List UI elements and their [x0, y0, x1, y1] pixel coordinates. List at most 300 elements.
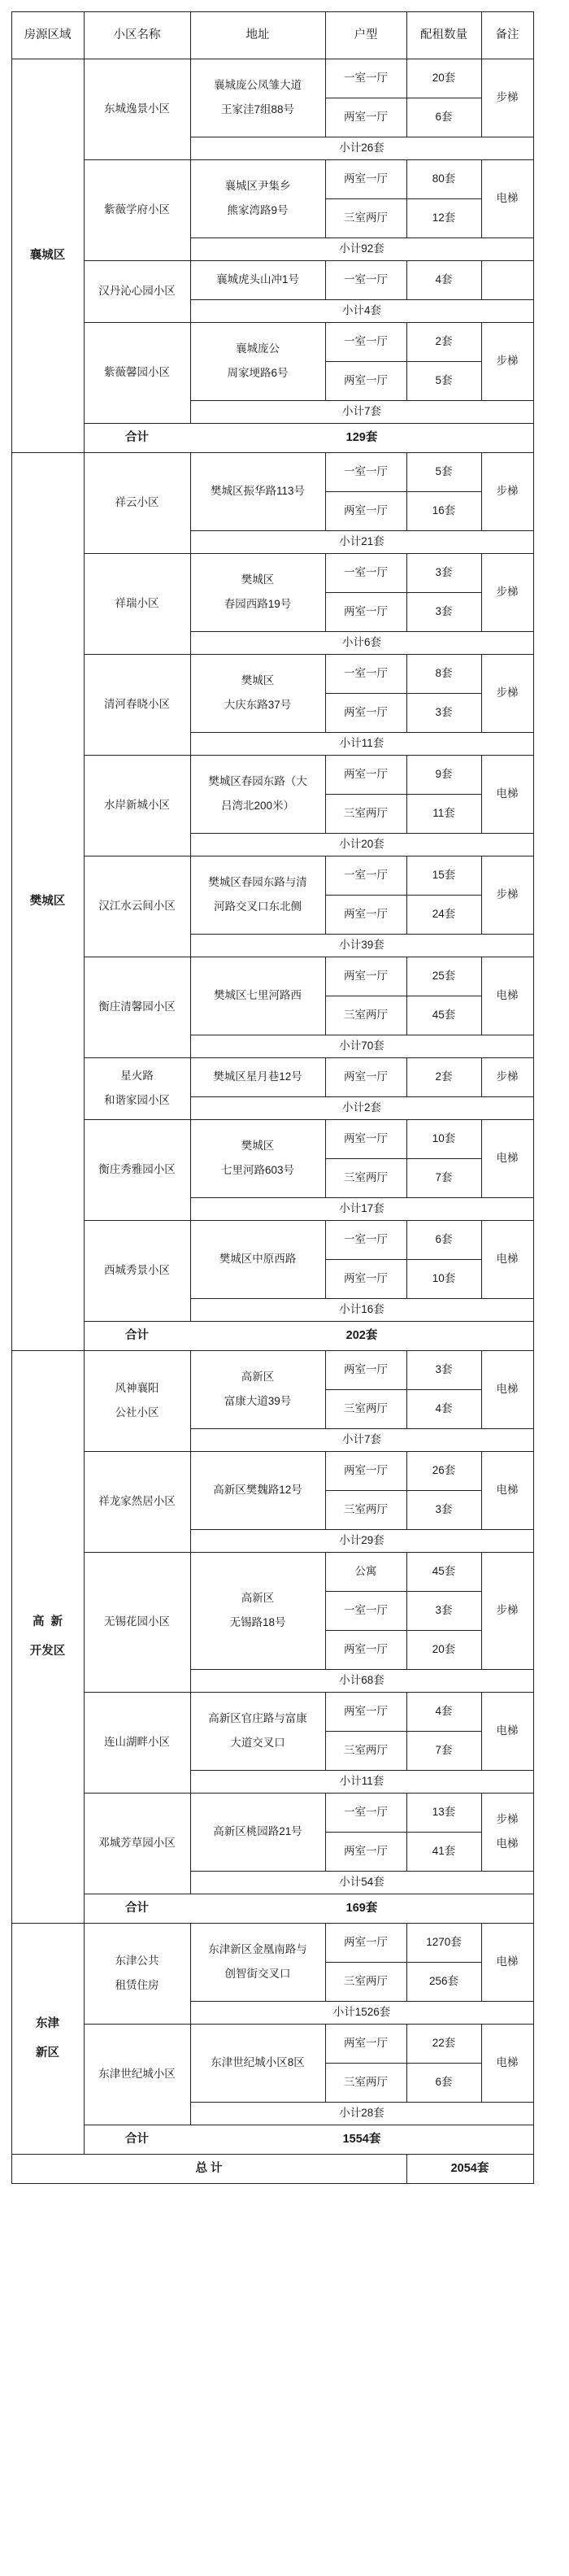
grid-line: [406, 322, 407, 401]
address: 大庆东路37号: [224, 699, 292, 711]
grid-line: [84, 11, 85, 59]
grid-line: [406, 59, 407, 137]
unit-layout: 三室两厅: [344, 1975, 388, 1987]
unit-quantity: 22套: [432, 2037, 456, 2049]
community-name: 星火路: [120, 1070, 154, 1082]
community-name: 汉江水云间小区: [98, 900, 176, 912]
subtotal: 小计29套: [339, 1534, 384, 1546]
grid-line: [84, 1692, 534, 1693]
address: 熊家湾路9号: [227, 204, 289, 216]
region-name: 襄城区: [29, 249, 66, 262]
unit-layout: 两室一厅: [344, 111, 388, 123]
grid-line: [325, 260, 326, 300]
grid-line: [84, 553, 534, 554]
grid-line: [533, 11, 534, 2184]
grid-line: [84, 1119, 534, 1120]
grid-line: [190, 452, 191, 1322]
note: 电梯: [496, 1955, 519, 1968]
grid-line: [325, 452, 326, 531]
address: 樊城区: [241, 1140, 275, 1152]
region-total-label: 合计: [125, 431, 149, 444]
note: 电梯: [496, 787, 519, 800]
community-name: 租赁住房: [115, 1979, 159, 1991]
unit-quantity: 256套: [428, 1975, 459, 1987]
grid-line: [190, 631, 534, 632]
address: 樊城区春园东路与清: [208, 876, 307, 888]
unit-layout: 一室一厅: [344, 1604, 388, 1616]
grid-line: [325, 1832, 482, 1833]
community-name: 东津公共: [115, 1955, 159, 1967]
grid-line: [406, 1057, 407, 1097]
unit-layout: 两室一厅: [344, 504, 388, 517]
region-name: 高 新: [32, 1615, 63, 1628]
grid-line: [84, 159, 534, 160]
grid-line: [325, 2024, 326, 2103]
note: 步梯: [496, 1604, 519, 1616]
unit-quantity: 1270套: [426, 1936, 462, 1948]
unit-quantity: 45套: [432, 1565, 456, 1577]
grid-line: [406, 1923, 407, 2002]
grid-line: [481, 755, 482, 834]
subtotal: 小计17套: [339, 1202, 384, 1214]
unit-quantity: 4套: [435, 273, 453, 285]
unit-quantity: 6套: [435, 1233, 453, 1245]
subtotal: 小计6套: [341, 636, 382, 648]
note: 步梯: [496, 1070, 519, 1083]
grid-line: [325, 1389, 482, 1390]
unit-layout: 两室一厅: [344, 1272, 388, 1284]
unit-quantity: 10套: [432, 1132, 456, 1144]
grid-line: [84, 1220, 534, 1221]
unit-layout: 一室一厅: [344, 72, 388, 84]
grid-line: [481, 2024, 482, 2103]
community-name: 祥瑞小区: [115, 597, 159, 609]
grid-line: [325, 1692, 326, 1771]
unit-quantity: 15套: [432, 869, 456, 881]
note: 电梯: [496, 1152, 519, 1164]
address: 樊城区: [241, 573, 275, 586]
grid-line: [84, 1793, 534, 1794]
unit-quantity: 3套: [435, 1604, 453, 1616]
grid-line: [406, 957, 407, 1035]
unit-layout: 两室一厅: [344, 374, 388, 386]
grid-line: [190, 1529, 534, 1530]
grand-total-label: 总 计: [195, 2162, 223, 2175]
unit-quantity: 3套: [435, 706, 453, 718]
grid-line: [406, 1350, 407, 1429]
grid-line: [11, 2183, 534, 2184]
note: 步梯: [496, 1813, 519, 1825]
address: 高新区: [241, 1371, 275, 1383]
unit-quantity: 25套: [432, 970, 456, 982]
grid-line: [481, 1057, 482, 1097]
grid-line: [481, 1451, 482, 1530]
unit-layout: 两室一厅: [344, 970, 388, 982]
note: 电梯: [496, 1253, 519, 1265]
grid-line: [325, 1630, 482, 1631]
grid-line: [481, 1119, 482, 1198]
community-name: 汉丹沁心园小区: [98, 285, 176, 297]
grid-line: [325, 11, 326, 59]
grid-line: [190, 2001, 534, 2002]
unit-quantity: 2套: [435, 335, 453, 347]
subtotal: 小计54套: [339, 1876, 384, 1888]
unit-quantity: 8套: [435, 667, 453, 679]
address: 高新区: [241, 1592, 275, 1604]
header-community: 小区名称: [113, 28, 161, 41]
grid-line: [481, 1793, 482, 1872]
grid-line: [325, 1057, 326, 1097]
grid-line: [406, 654, 407, 733]
unit-quantity: 9套: [435, 768, 453, 780]
subtotal: 小计16套: [339, 1303, 384, 1315]
unit-quantity: 3套: [435, 605, 453, 617]
address: 东津新区金凰南路与: [208, 1943, 307, 1955]
grid-line: [406, 856, 407, 935]
address: 无锡路18号: [229, 1616, 286, 1628]
grid-line: [406, 1692, 407, 1771]
grid-line: [481, 1350, 482, 1429]
community-name: 衡庄清馨园小区: [98, 1000, 176, 1013]
grand-total-value: 2054套: [450, 2162, 489, 2175]
unit-quantity: 13套: [432, 1806, 456, 1818]
grid-line: [325, 1591, 482, 1592]
community-name: 衡庄秀雅园小区: [98, 1163, 176, 1175]
grid-line: [325, 1793, 326, 1872]
subtotal: 小计70套: [339, 1040, 384, 1052]
grid-line: [406, 755, 407, 834]
note: 电梯: [496, 192, 519, 204]
grid-line: [325, 1923, 326, 2002]
unit-quantity: 7套: [435, 1744, 453, 1756]
grid-line: [190, 1096, 534, 1097]
grid-line: [481, 654, 482, 733]
grid-line: [325, 1350, 326, 1429]
unit-layout: 两室一厅: [344, 172, 388, 185]
unit-quantity: 20套: [432, 72, 456, 84]
grid-line: [84, 1923, 85, 2155]
address: 吕湾北200米）: [220, 800, 295, 812]
header-note: 备注: [495, 28, 519, 41]
unit-layout: 三室两厅: [344, 1171, 388, 1183]
community-name: 和谐家园小区: [104, 1094, 170, 1106]
grid-line: [481, 553, 482, 632]
address: 樊城区中原西路: [219, 1253, 297, 1265]
grid-line: [190, 11, 191, 59]
community-name: 东城逸景小区: [104, 102, 170, 115]
grid-line: [84, 452, 85, 1351]
grid-line: [190, 1197, 534, 1198]
grid-line: [325, 159, 326, 238]
grid-line: [190, 1871, 534, 1872]
grid-line: [406, 11, 407, 59]
grid-line: [11, 2154, 534, 2155]
unit-quantity: 3套: [435, 566, 453, 578]
grid-line: [325, 592, 482, 593]
subtotal: 小计4套: [341, 304, 382, 316]
subtotal: 小计1526套: [332, 2006, 391, 2018]
note: 步梯: [496, 355, 519, 367]
grid-line: [325, 59, 326, 137]
address: 襄城区尹集乡: [224, 180, 291, 192]
unit-layout: 三室两厅: [344, 211, 388, 224]
unit-quantity: 12套: [432, 211, 456, 224]
grid-line: [190, 2102, 534, 2103]
unit-layout: 一室一厅: [344, 667, 388, 679]
grid-line: [325, 654, 326, 733]
grid-line: [325, 856, 326, 935]
grid-line: [325, 1731, 482, 1732]
subtotal: 小计68套: [339, 1674, 384, 1686]
note: 电梯: [496, 989, 519, 1001]
grid-line: [190, 299, 534, 300]
unit-layout: 两室一厅: [344, 768, 388, 780]
unit-layout: 一室一厅: [344, 1806, 388, 1818]
grid-line: [325, 322, 326, 401]
note: 电梯: [496, 1484, 519, 1496]
address: 周家埂路6号: [227, 367, 289, 379]
address: 樊城区: [241, 674, 275, 686]
grid-line: [481, 957, 482, 1035]
address: 襄城庞公凤雏大道: [214, 79, 302, 91]
unit-quantity: 26套: [432, 1464, 456, 1476]
subtotal: 小计2套: [341, 1101, 382, 1114]
grid-line: [406, 2024, 407, 2103]
grid-line: [84, 1451, 534, 1452]
note: 电梯: [496, 1837, 519, 1850]
region-total: 169套: [345, 1902, 378, 1915]
grid-line: [84, 59, 85, 453]
unit-layout: 两室一厅: [344, 1643, 388, 1655]
unit-layout: 两室一厅: [344, 1363, 388, 1375]
region-total-label: 合计: [125, 1902, 149, 1915]
grid-line: [11, 1923, 534, 1924]
grid-line: [190, 400, 534, 401]
grid-line: [84, 1057, 534, 1058]
region-name: 开发区: [29, 1645, 66, 1658]
grid-line: [325, 2063, 482, 2064]
grid-line: [481, 856, 482, 935]
grid-line: [84, 1350, 85, 1924]
grid-line: [325, 693, 482, 694]
grid-line: [325, 755, 326, 834]
unit-layout: 两室一厅: [344, 1132, 388, 1144]
grid-line: [11, 11, 534, 12]
grid-line: [84, 755, 534, 756]
note: 步梯: [496, 91, 519, 103]
grid-line: [481, 322, 482, 401]
grid-line: [406, 1552, 407, 1670]
community-name: 风神襄阳: [115, 1382, 159, 1394]
grid-line: [84, 1552, 534, 1553]
subtotal: 小计20套: [339, 838, 384, 850]
address: 王家洼7组88号: [220, 103, 295, 116]
unit-layout: 两室一厅: [344, 1070, 388, 1083]
unit-quantity: 41套: [432, 1845, 456, 1857]
community-name: 公社小区: [115, 1406, 159, 1419]
grid-line: [406, 159, 407, 238]
grid-line: [11, 452, 534, 453]
grid-line: [190, 530, 534, 531]
grid-line: [325, 1490, 482, 1491]
address: 樊城区七里河路西: [214, 989, 302, 1001]
address: 大道交叉口: [230, 1737, 285, 1749]
header-layout: 户型: [354, 28, 378, 41]
community-name: 连山湖畔小区: [104, 1736, 170, 1748]
grid-line: [325, 1962, 482, 1963]
community-name: 无锡花园小区: [104, 1615, 170, 1628]
unit-quantity: 16套: [432, 504, 456, 517]
unit-layout: 一室一厅: [344, 273, 388, 285]
address: 襄城庞公: [236, 342, 280, 355]
community-name: 水岸新城小区: [104, 799, 170, 811]
subtotal: 小计92套: [339, 242, 384, 255]
grid-line: [406, 2154, 407, 2184]
grid-line: [481, 11, 482, 59]
grid-line: [325, 1158, 482, 1159]
unit-quantity: 3套: [435, 1363, 453, 1375]
unit-layout: 两室一厅: [344, 1464, 388, 1476]
unit-quantity: 5套: [435, 465, 453, 477]
grid-line: [190, 732, 534, 733]
grid-line: [406, 1793, 407, 1872]
grid-line: [406, 260, 407, 300]
grid-line: [406, 452, 407, 531]
unit-quantity: 5套: [435, 374, 453, 386]
subtotal: 小计39套: [339, 939, 384, 951]
address: 富康大道39号: [224, 1395, 292, 1407]
grid-line: [481, 452, 482, 531]
address: 高新区官庄路与富康: [208, 1712, 307, 1724]
grid-line: [11, 1350, 534, 1351]
grid-line: [481, 1552, 482, 1670]
note: 电梯: [496, 2056, 519, 2068]
unit-quantity: 4套: [435, 1402, 453, 1414]
unit-quantity: 80套: [432, 172, 456, 185]
grid-line: [84, 322, 534, 323]
unit-quantity: 11套: [432, 807, 455, 819]
grid-line: [325, 1119, 326, 1198]
grid-line: [406, 1220, 407, 1299]
address: 春园西路19号: [224, 598, 292, 610]
grid-line: [325, 895, 482, 896]
unit-layout: 两室一厅: [344, 1936, 388, 1948]
unit-layout: 三室两厅: [344, 2076, 388, 2088]
address: 襄城虎头山冲1号: [215, 273, 300, 285]
community-name: 祥云小区: [115, 496, 159, 508]
region-name: 东津: [36, 2017, 59, 2030]
grid-line: [325, 1552, 326, 1670]
region-total: 129套: [345, 431, 378, 444]
unit-layout: 两室一厅: [344, 1845, 388, 1857]
grid-line: [325, 1220, 326, 1299]
subtotal: 小计7套: [341, 405, 382, 417]
grid-line: [481, 260, 482, 300]
note: 步梯: [496, 888, 519, 900]
unit-quantity: 7套: [435, 1171, 453, 1183]
header-quantity: 配租数量: [420, 28, 467, 41]
region-name: 樊城区: [29, 895, 66, 908]
community-name: 东津世纪城小区: [98, 2068, 176, 2080]
unit-layout: 三室两厅: [344, 1009, 388, 1021]
grid-line: [406, 1119, 407, 1198]
grid-line: [190, 1770, 534, 1771]
unit-layout: 三室两厅: [344, 1402, 388, 1414]
community-name: 邓城芳草园小区: [98, 1837, 176, 1849]
header-region: 房源区域: [24, 28, 72, 41]
address: 高新区樊魏路12号: [213, 1484, 302, 1496]
subtotal: 小计28套: [339, 2107, 384, 2119]
address: 樊城区春园东路（大: [208, 775, 307, 787]
grid-line: [190, 1350, 191, 1894]
grid-line: [325, 361, 482, 362]
subtotal: 小计7套: [341, 1433, 382, 1445]
unit-quantity: 6套: [435, 2076, 453, 2088]
grid-line: [481, 159, 482, 238]
grid-line: [190, 833, 534, 834]
grid-line: [481, 1692, 482, 1771]
subtotal: 小计21套: [339, 535, 384, 547]
grid-line: [481, 59, 482, 137]
address: 高新区桃园路21号: [213, 1825, 302, 1837]
address: 樊城区星月巷12号: [213, 1070, 302, 1083]
grid-line: [84, 2024, 534, 2025]
region-total-label: 合计: [125, 1329, 149, 1342]
community-name: 紫薇学府小区: [104, 203, 170, 216]
grid-line: [84, 260, 534, 261]
unit-quantity: 20套: [432, 1643, 456, 1655]
subtotal: 小计26套: [339, 142, 384, 154]
unit-layout: 两室一厅: [344, 2037, 388, 2049]
grid-line: [325, 957, 326, 1035]
unit-quantity: 6套: [435, 111, 453, 123]
community-name: 西城秀景小区: [104, 1264, 170, 1276]
unit-quantity: 10套: [432, 1272, 456, 1284]
grid-line: [190, 934, 534, 935]
community-name: 清河春晓小区: [104, 698, 170, 710]
community-name: 紫薇馨园小区: [104, 366, 170, 378]
grid-line: [325, 1451, 326, 1530]
subtotal: 小计11套: [339, 1775, 384, 1787]
grid-line: [190, 1428, 534, 1429]
grid-line: [481, 1923, 482, 2002]
grid-line: [481, 1220, 482, 1299]
grid-line: [84, 1321, 534, 1322]
grid-line: [325, 553, 326, 632]
address: 创智街交叉口: [224, 1968, 291, 1980]
grid-line: [84, 654, 534, 655]
grid-line: [190, 1923, 191, 2125]
community-name: 祥龙家然居小区: [98, 1495, 176, 1507]
unit-quantity: 3套: [435, 1503, 453, 1515]
unit-layout: 一室一厅: [344, 465, 388, 477]
unit-layout: 一室一厅: [344, 566, 388, 578]
address: 河路交叉口东北侧: [214, 900, 302, 913]
unit-layout: 一室一厅: [344, 335, 388, 347]
unit-layout: 两室一厅: [344, 908, 388, 920]
grid-line: [406, 1451, 407, 1530]
unit-layout: 两室一厅: [344, 605, 388, 617]
grid-line: [325, 794, 482, 795]
address: 东津世纪城小区8区: [211, 2056, 305, 2068]
grid-line: [84, 423, 534, 424]
grid-line: [325, 1259, 482, 1260]
unit-layout: 公寓: [354, 1565, 377, 1577]
unit-layout: 两室一厅: [344, 706, 388, 718]
note: 步梯: [496, 586, 519, 598]
unit-quantity: 24套: [432, 908, 456, 920]
region-total: 202套: [345, 1329, 378, 1342]
